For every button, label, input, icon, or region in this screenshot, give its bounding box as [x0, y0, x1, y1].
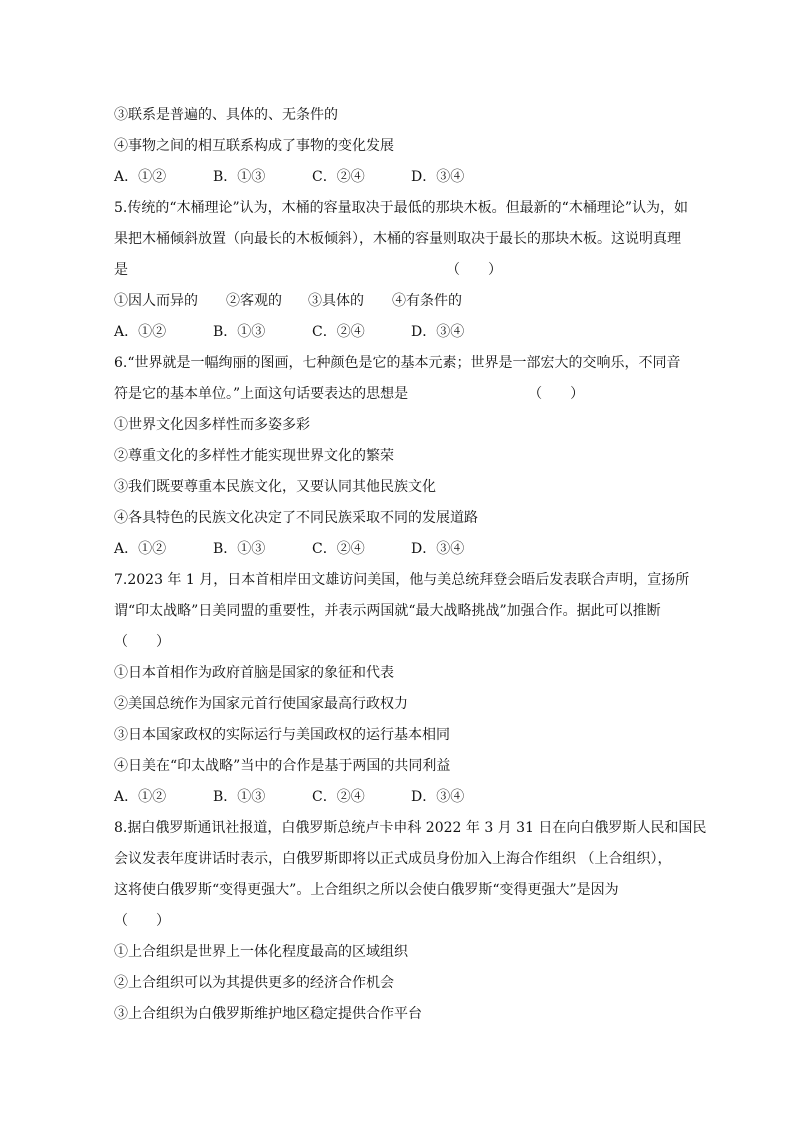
page-content	[114, 100, 707, 1030]
q5-item-3: ③具体的	[308, 293, 364, 309]
q7-answer-paren: （ ）	[114, 634, 170, 650]
prev-item-4: ④事物之间的相互联系构成了事物的变化发展	[114, 138, 394, 154]
q5-items	[114, 286, 684, 317]
option-b: B．①③	[213, 789, 266, 805]
prev-options	[114, 162, 684, 193]
option-d: D．③④	[411, 541, 465, 557]
q6-item-1: ①世界文化因多样性而多姿多彩	[114, 417, 310, 433]
option-a: A．①②	[114, 789, 167, 805]
q5-stem-line-3	[114, 255, 684, 286]
option-b: B．①③	[213, 169, 266, 185]
option-d: D．③④	[411, 324, 465, 340]
option-a: A．①②	[114, 541, 167, 557]
q6-item-3: ③我们既要尊重本民族文化，又要认同其他民族文化	[114, 479, 436, 495]
option-c: C．②④	[312, 324, 365, 340]
option-b: B．①③	[213, 541, 266, 557]
q8-item-1: ①上合组织是世界上一体化程度最高的区域组织	[114, 944, 408, 960]
q7-options	[114, 782, 684, 813]
q5-item-1: ①因人而异的	[114, 293, 198, 309]
q7-item-1: ①日本首相作为政府首脑是国家的象征和代表	[114, 665, 394, 681]
q5-stem-tail: 是	[114, 262, 128, 278]
option-a: A．①②	[114, 324, 167, 340]
q7-stem-line-1: 7.2023 年 1 月，日本首相岸田文雄访问美国，他与美总统拜登会晤后发表联合声明，宣扬所	[114, 572, 690, 588]
q8-item-2: ②上合组织可以为其提供更多的经济合作机会	[114, 975, 394, 991]
q8-item-3: ③上合组织为白俄罗斯维护地区稳定提供合作平台	[114, 1006, 422, 1022]
q5-stem-line-2: 果把木桶倾斜放置（向最长的木板倾斜），木桶的容量则取决于最长的那块木板。这说明真理	[114, 231, 681, 247]
option-d: D．③④	[411, 169, 465, 185]
option-a: A．①②	[114, 169, 167, 185]
q6-item-2: ②尊重文化的多样性才能实现世界文化的繁荣	[114, 448, 394, 464]
q6-options	[114, 534, 684, 565]
option-c: C．②④	[312, 169, 365, 185]
q5-options	[114, 317, 684, 348]
option-c: C．②④	[312, 789, 365, 805]
q6-stem-tail: 符是它的基本单位。”上面这句话要表达的思想是	[114, 386, 409, 402]
option-d: D．③④	[411, 789, 465, 805]
q5-stem-line-1: 5.传统的“木桶理论”认为，木桶的容量取决于最低的那块木板。但最新的“木桶理论”认为，如	[114, 200, 688, 216]
q7-item-3: ③日本国家政权的实际运行与美国政权的运行基本相同	[114, 727, 450, 743]
q6-stem-line-1: 6.“世界就是一幅绚丽的图画，七种颜色是它的基本元素；世界是一部宏大的交响乐，不同音	[114, 355, 681, 371]
prev-item-3: ③联系是普遍的、具体的、无条件的	[114, 107, 338, 123]
option-c: C．②④	[312, 541, 365, 557]
q6-answer-paren: （ ）	[528, 386, 585, 402]
q6-stem-line-2	[114, 379, 684, 410]
q5-answer-paren: （ ）	[446, 262, 502, 278]
q5-item-2: ②客观的	[226, 293, 282, 309]
q6-item-4: ④各具特色的民族文化决定了不同民族采取不同的发展道路	[114, 510, 478, 526]
option-b: B．①③	[213, 324, 266, 340]
q8-stem-line-2: 会议发表年度讲话时表示，白俄罗斯即将以正式成员身份加入上海合作组织 （上合组织），	[114, 851, 672, 867]
q8-answer-paren: （ ）	[114, 913, 170, 929]
q5-item-4: ④有条件的	[392, 293, 462, 309]
q8-stem-line-1: 8.据白俄罗斯通讯社报道，白俄罗斯总统卢卡申科 2022 年 3 月 31 日在向白俄罗斯人民和国民	[114, 820, 707, 836]
q7-item-2: ②美国总统作为国家元首行使国家最高行政权力	[114, 696, 408, 712]
q7-item-4: ④日美在“印太战略”当中的合作是基于两国的共同利益	[114, 758, 451, 774]
q7-stem-line-2: 谓“印太战略”日美同盟的重要性，并表示两国就“最大战略挑战”加强合作。据此可以推断	[114, 603, 661, 619]
q8-stem-line-3: 这将使白俄罗斯“变得更强大”。上合组织之所以会使白俄罗斯“变得更强大”是因为	[114, 882, 619, 898]
